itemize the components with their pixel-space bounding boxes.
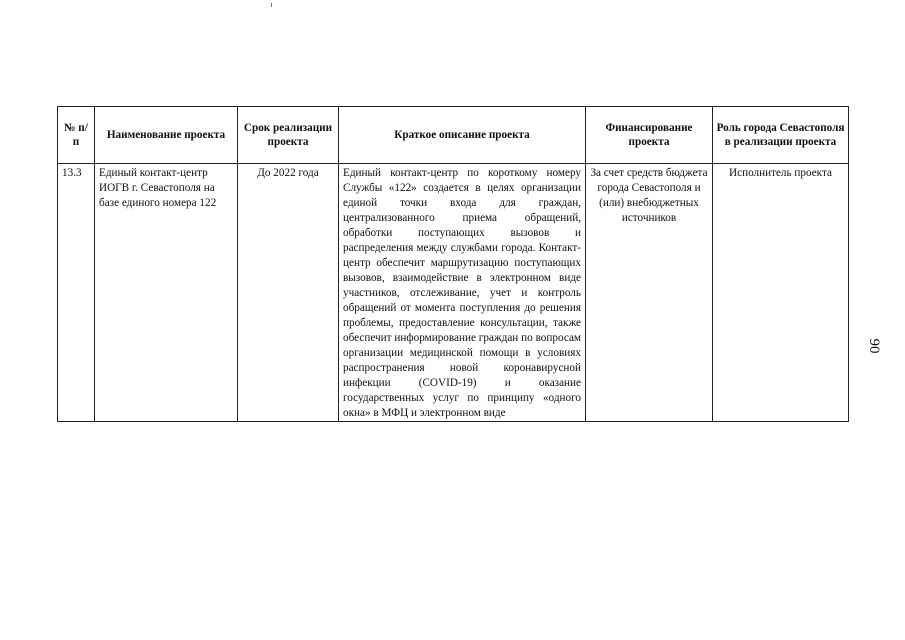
header-name: Наименование проекта xyxy=(95,107,238,164)
scan-mark xyxy=(271,3,272,7)
table-row xyxy=(58,164,849,422)
header-row xyxy=(58,107,849,164)
cell-role: Исполнитель проекта xyxy=(713,164,849,422)
page-number: 90 xyxy=(866,338,882,354)
header-term: Срок реализации проекта xyxy=(238,107,339,164)
cell-description: Единый контакт-центр по короткому номеру Службы «122» создается в целях организации единой точки входа для граждан, централизованного приема обращений, обработки поступающих вызовов и распределения между службами города. Контакт-центр обеспечит маршрутизацию поступающих вызовов, взаимодействие в электронном виде участников, отслеживание, учет и контроль обращений от момента поступления до решения проблемы, предоставление консультации, также обеспечит информирование граждан по вопросам организации медицинской помощи в условиях распространения новой коронавирусной инфекции (COVID-19) и оказание государственных услуг по принципу «одного окна» в МФЦ и электронном виде xyxy=(339,164,586,422)
header-number: № п/п xyxy=(58,107,95,164)
table-body xyxy=(58,164,849,422)
cell-name: Единый контакт-центр ИОГВ г. Севастополя на базе единого номера 122 xyxy=(95,164,238,422)
cell-number: 13.3 xyxy=(58,164,95,422)
header-role: Роль города Севастополя в реализации проекта xyxy=(713,107,849,164)
table-header xyxy=(58,107,849,164)
header-financing: Финансирование проекта xyxy=(586,107,713,164)
project-table xyxy=(57,106,849,422)
header-description: Краткое описание проекта xyxy=(339,107,586,164)
cell-financing: За счет средств бюджета города Севастополя и (или) внебюджетных источников xyxy=(586,164,713,422)
cell-term: До 2022 года xyxy=(238,164,339,422)
